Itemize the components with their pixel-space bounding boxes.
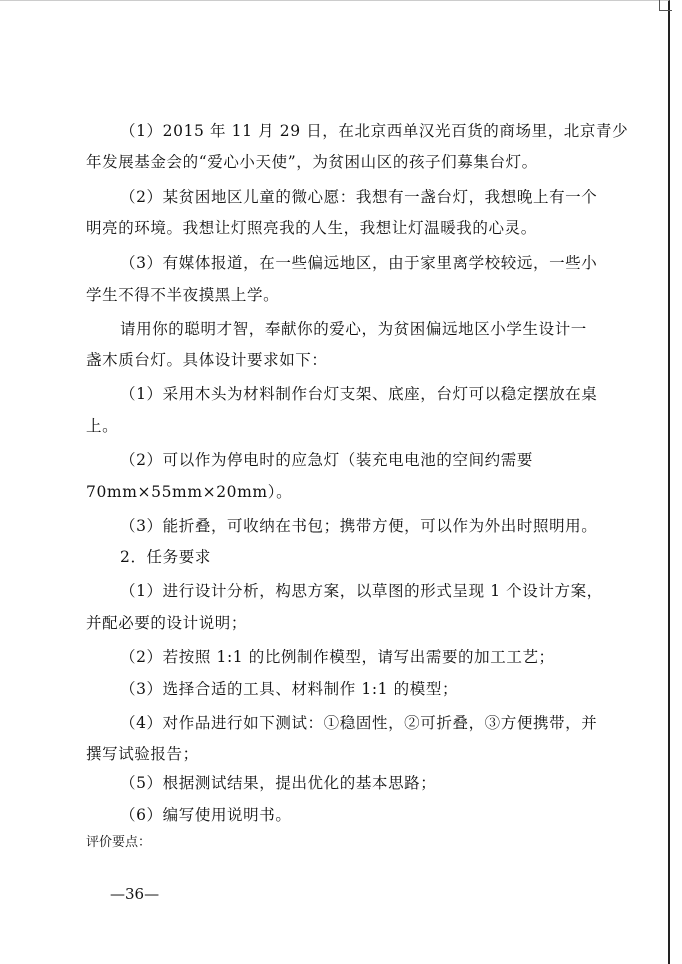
section-heading: 2．任务要求 bbox=[120, 548, 211, 566]
text-line: （3）有媒体报道，在一些偏远地区，由于家里离学校较远，一些小 bbox=[120, 254, 598, 272]
text-line: 上。 bbox=[86, 417, 119, 435]
text-line: 并配必要的设计说明； bbox=[86, 614, 248, 632]
text-line: （2）若按照 1:1 的比例制作模型，请写出需要的加工工艺； bbox=[120, 648, 555, 666]
text-line: 撰写试验报告； bbox=[86, 745, 199, 763]
text-line: 请用你的聪明才智，奉献你的爱心，为贫困偏远地区小学生设计一 bbox=[120, 320, 587, 338]
text-line: （2）可以作为停电时的应急灯（装充电电池的空间约需要 bbox=[120, 451, 533, 469]
text-line: （6）编写使用说明书。 bbox=[120, 806, 292, 824]
evaluation-label: 评价要点： bbox=[86, 835, 152, 850]
text-line: （1）采用木头为材料制作台灯支架、底座，台灯可以稳定摆放在桌 bbox=[120, 385, 598, 403]
text-line: （4）对作品进行如下测试：①稳固性，②可折叠，③方便携带，并 bbox=[120, 714, 598, 732]
page-corner-mark bbox=[659, 0, 672, 11]
text-line: （3）选择合适的工具、材料制作 1:1 的模型； bbox=[120, 680, 459, 698]
text-line: 学生不得不半夜摸黑上学。 bbox=[86, 286, 280, 304]
text-line: （1）2015 年 11 月 29 日，在北京西单汉光百货的商场里，北京青少 bbox=[120, 122, 629, 140]
text-line: （2）某贫困地区儿童的微心愿：我想有一盏台灯，我想晚上有一个 bbox=[120, 188, 598, 206]
text-line: （1）进行设计分析，构思方案，以草图的形式呈现 1 个设计方案， bbox=[120, 582, 603, 600]
text-line: 年发展基金会的“爱心小天使”，为贫困山区的孩子们募集台灯。 bbox=[86, 153, 538, 171]
text-line: （5）根据测试结果，提出优化的基本思路； bbox=[120, 774, 437, 792]
text-line: 盏木质台灯。具体设计要求如下： bbox=[86, 351, 328, 369]
text-line: 明亮的环境。我想让灯照亮我的人生，我想让灯温暖我的心灵。 bbox=[86, 219, 537, 237]
page-number: —36— bbox=[110, 885, 160, 903]
text-line: （3）能折叠，可收纳在书包；携带方便，可以作为外出时照明用。 bbox=[120, 517, 598, 535]
text-line: 70mm×55mm×20mm）。 bbox=[86, 483, 293, 501]
